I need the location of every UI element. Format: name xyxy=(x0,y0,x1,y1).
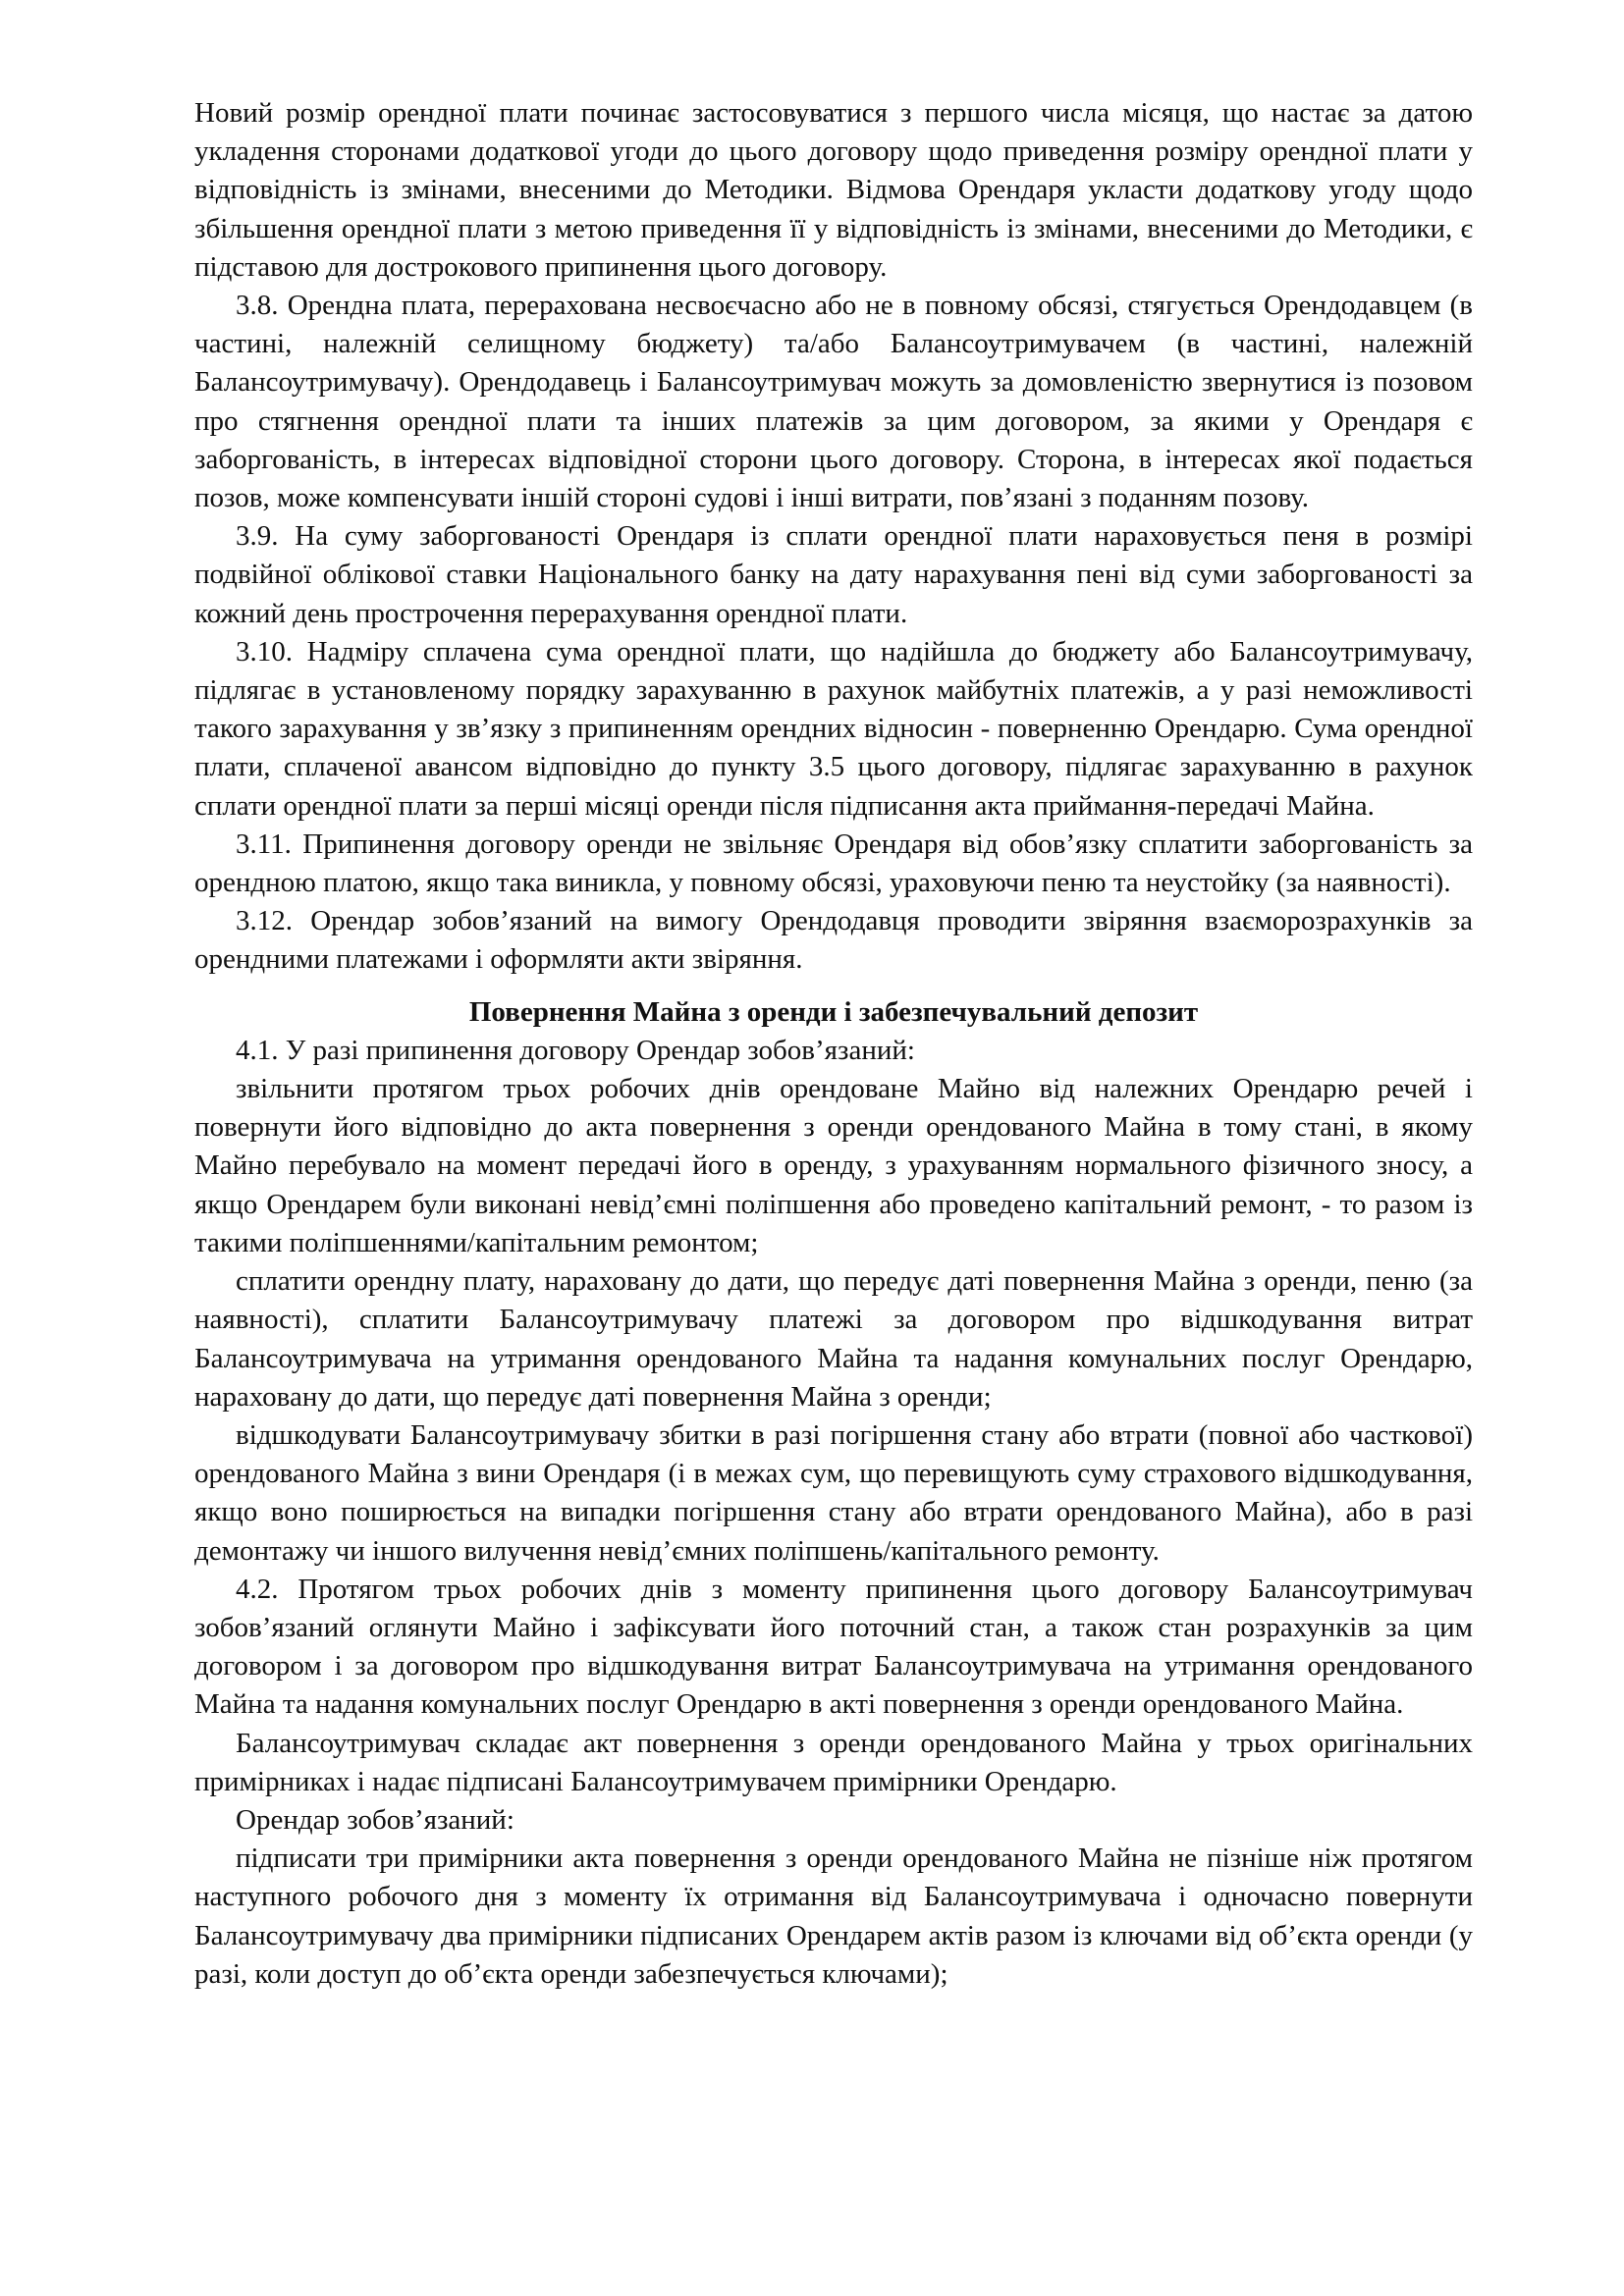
paragraph-4-2: 4.2. Протягом трьох робочих днів з моменту припинення цього договору Балансоутримувач зобов’язаний оглянути Майно і зафіксувати його поточний стан, а також стан розрахунків за цим договором і за договором про відшкодування витрат Балансоутримувача на утримання орендованого Майна та надання комунальних послуг Орендарю в акті повернення з оренди орендованого Майна. xyxy=(194,1573,1473,1721)
paragraph-4-2-sign: підписати три примірники акта повернення з оренди орендованого Майна не пізніше ніж протягом наступного робочого дня з моменту їх отримання від Балансоутримувача і одночасно повернути Балансоутримувачу два примірники підписаних Орендарем актів разом із ключами від об’єкта оренди (у разі, коли доступ до об’єкта оренди забезпечується ключами); xyxy=(194,1842,1473,1990)
paragraph-3-12: 3.12. Орендар зобов’язаний на вимогу Орендодавця проводити звіряння взаєморозрахунків за орендними платежами і оформляти акти звіряння. xyxy=(194,905,1473,976)
paragraph-3-11: 3.11. Припинення договору оренди не звільняє Орендаря від обов’язку сплатити заборгованість за орендною платою, якщо така виникла, у повному обсязі, ураховуючи пеню та неустойку (за наявності). xyxy=(194,828,1473,899)
paragraph-4-2-act: Балансоутримувач складає акт повернення з оренди орендованого Майна у трьох оригінальних примірниках і надає підписані Балансоутримувачем примірники Орендарю. xyxy=(194,1727,1473,1797)
paragraph-3-8: 3.8. Орендна плата, перерахована несвоєчасно або не в повному обсязі, стягується Орендодавцем (в частині, належній селищному бюджету) та/або Балансоутримувачем (в частині, належній Балансоутримувачу). Орендодавець і Балансоутримувач можуть за домовленістю звернутися із позовом про стягнення орендної плати та інших платежів за цим договором, за якими у Орендаря є заборгованість, в інтересах відповідної сторони цього договору. Сторона, в інтересах якої подається позов, може компенсувати іншій стороні судові і інші витрати, пов’язані з поданням позову. xyxy=(194,290,1473,514)
paragraph-3-9: 3.9. На суму заборгованості Орендаря із сплати орендної плати нараховується пеня в розмірі подвійної облікової ставки Національного банку на дату нарахування пені від суми заборгованості за кожний день прострочення перерахування орендної плати. xyxy=(194,520,1473,629)
paragraph-4-1-pay: сплатити орендну плату, нараховану до дати, що передує даті повернення Майна з оренди, пеню (за наявності), сплатити Балансоутримувачу платежі за договором про відшкодування витрат Балансоутримувача на утримання орендованого Майна та надання комунальних послуг Орендарю, нараховану до дати, що передує даті повернення Майна з оренди; xyxy=(194,1265,1473,1413)
paragraph-4-1-vacate: звільнити протягом трьох робочих днів орендоване Майно від належних Орендарю речей і повернути його відповідно до акта повернення з оренди орендованого Майна в тому стані, в якому Майно перебувало на момент передачі його в оренду, з урахуванням нормального фізичного зносу, а якщо Орендарем були виконані невід’ємні поліпшення або проведено капітальний ремонт, - то разом із такими поліпшеннями/капітальним ремонтом; xyxy=(194,1073,1473,1258)
paragraph-rent-new-size: Новий розмір орендної плати починає застосовуватися з першого числа місяця, що настає за датою укладення сторонами додаткової угоди до цього договору щодо приведення розміру орендної плати у відповідність із змінами, внесеними до Методики. Відмова Орендаря укласти додаткову угоду щодо збільшення орендної плати з метою приведення її у відповідність із змінами, внесеними до Методики, є підставою для дострокового припинення цього договору. xyxy=(194,97,1473,283)
section-heading: Повернення Майна з оренди і забезпечувальний депозит xyxy=(468,995,1199,1028)
paragraph-3-10: 3.10. Надміру сплачена сума орендної плати, що надійшла до бюджету або Балансоутримувачу, підлягає в установленому порядку зарахуванню в рахунок майбутніх платежів, а у разі неможливості такого зарахування у зв’язку з припиненням орендних відносин - поверненню Орендарю. Сума орендної плати, сплаченої авансом відповідно до пункту 3.5 цього договору, підлягає зарахуванню в рахунок сплати орендної плати за перші місяці оренди після підписання акта приймання-передачі Майна. xyxy=(194,635,1473,822)
paragraph-4-1-compensate: відшкодувати Балансоутримувачу збитки в разі погіршення стану або втрати (повної або часткової) орендованого Майна з вини Орендаря (і в межах сум, що перевищують суму страхового відшкодування, якщо воно поширюється на випадки погіршення стану або втрати орендованого Майна), або в разі демонтажу чи іншого вилучення невід’ємних поліпшень/капітального ремонту. xyxy=(194,1418,1473,1567)
paragraph-4-1: 4.1. У разі припинення договору Орендар зобов’язаний: xyxy=(236,1034,915,1066)
paragraph-4-2-tenant-obliged: Орендар зобов’язаний: xyxy=(236,1803,514,1836)
document-page xyxy=(194,94,1473,1994)
